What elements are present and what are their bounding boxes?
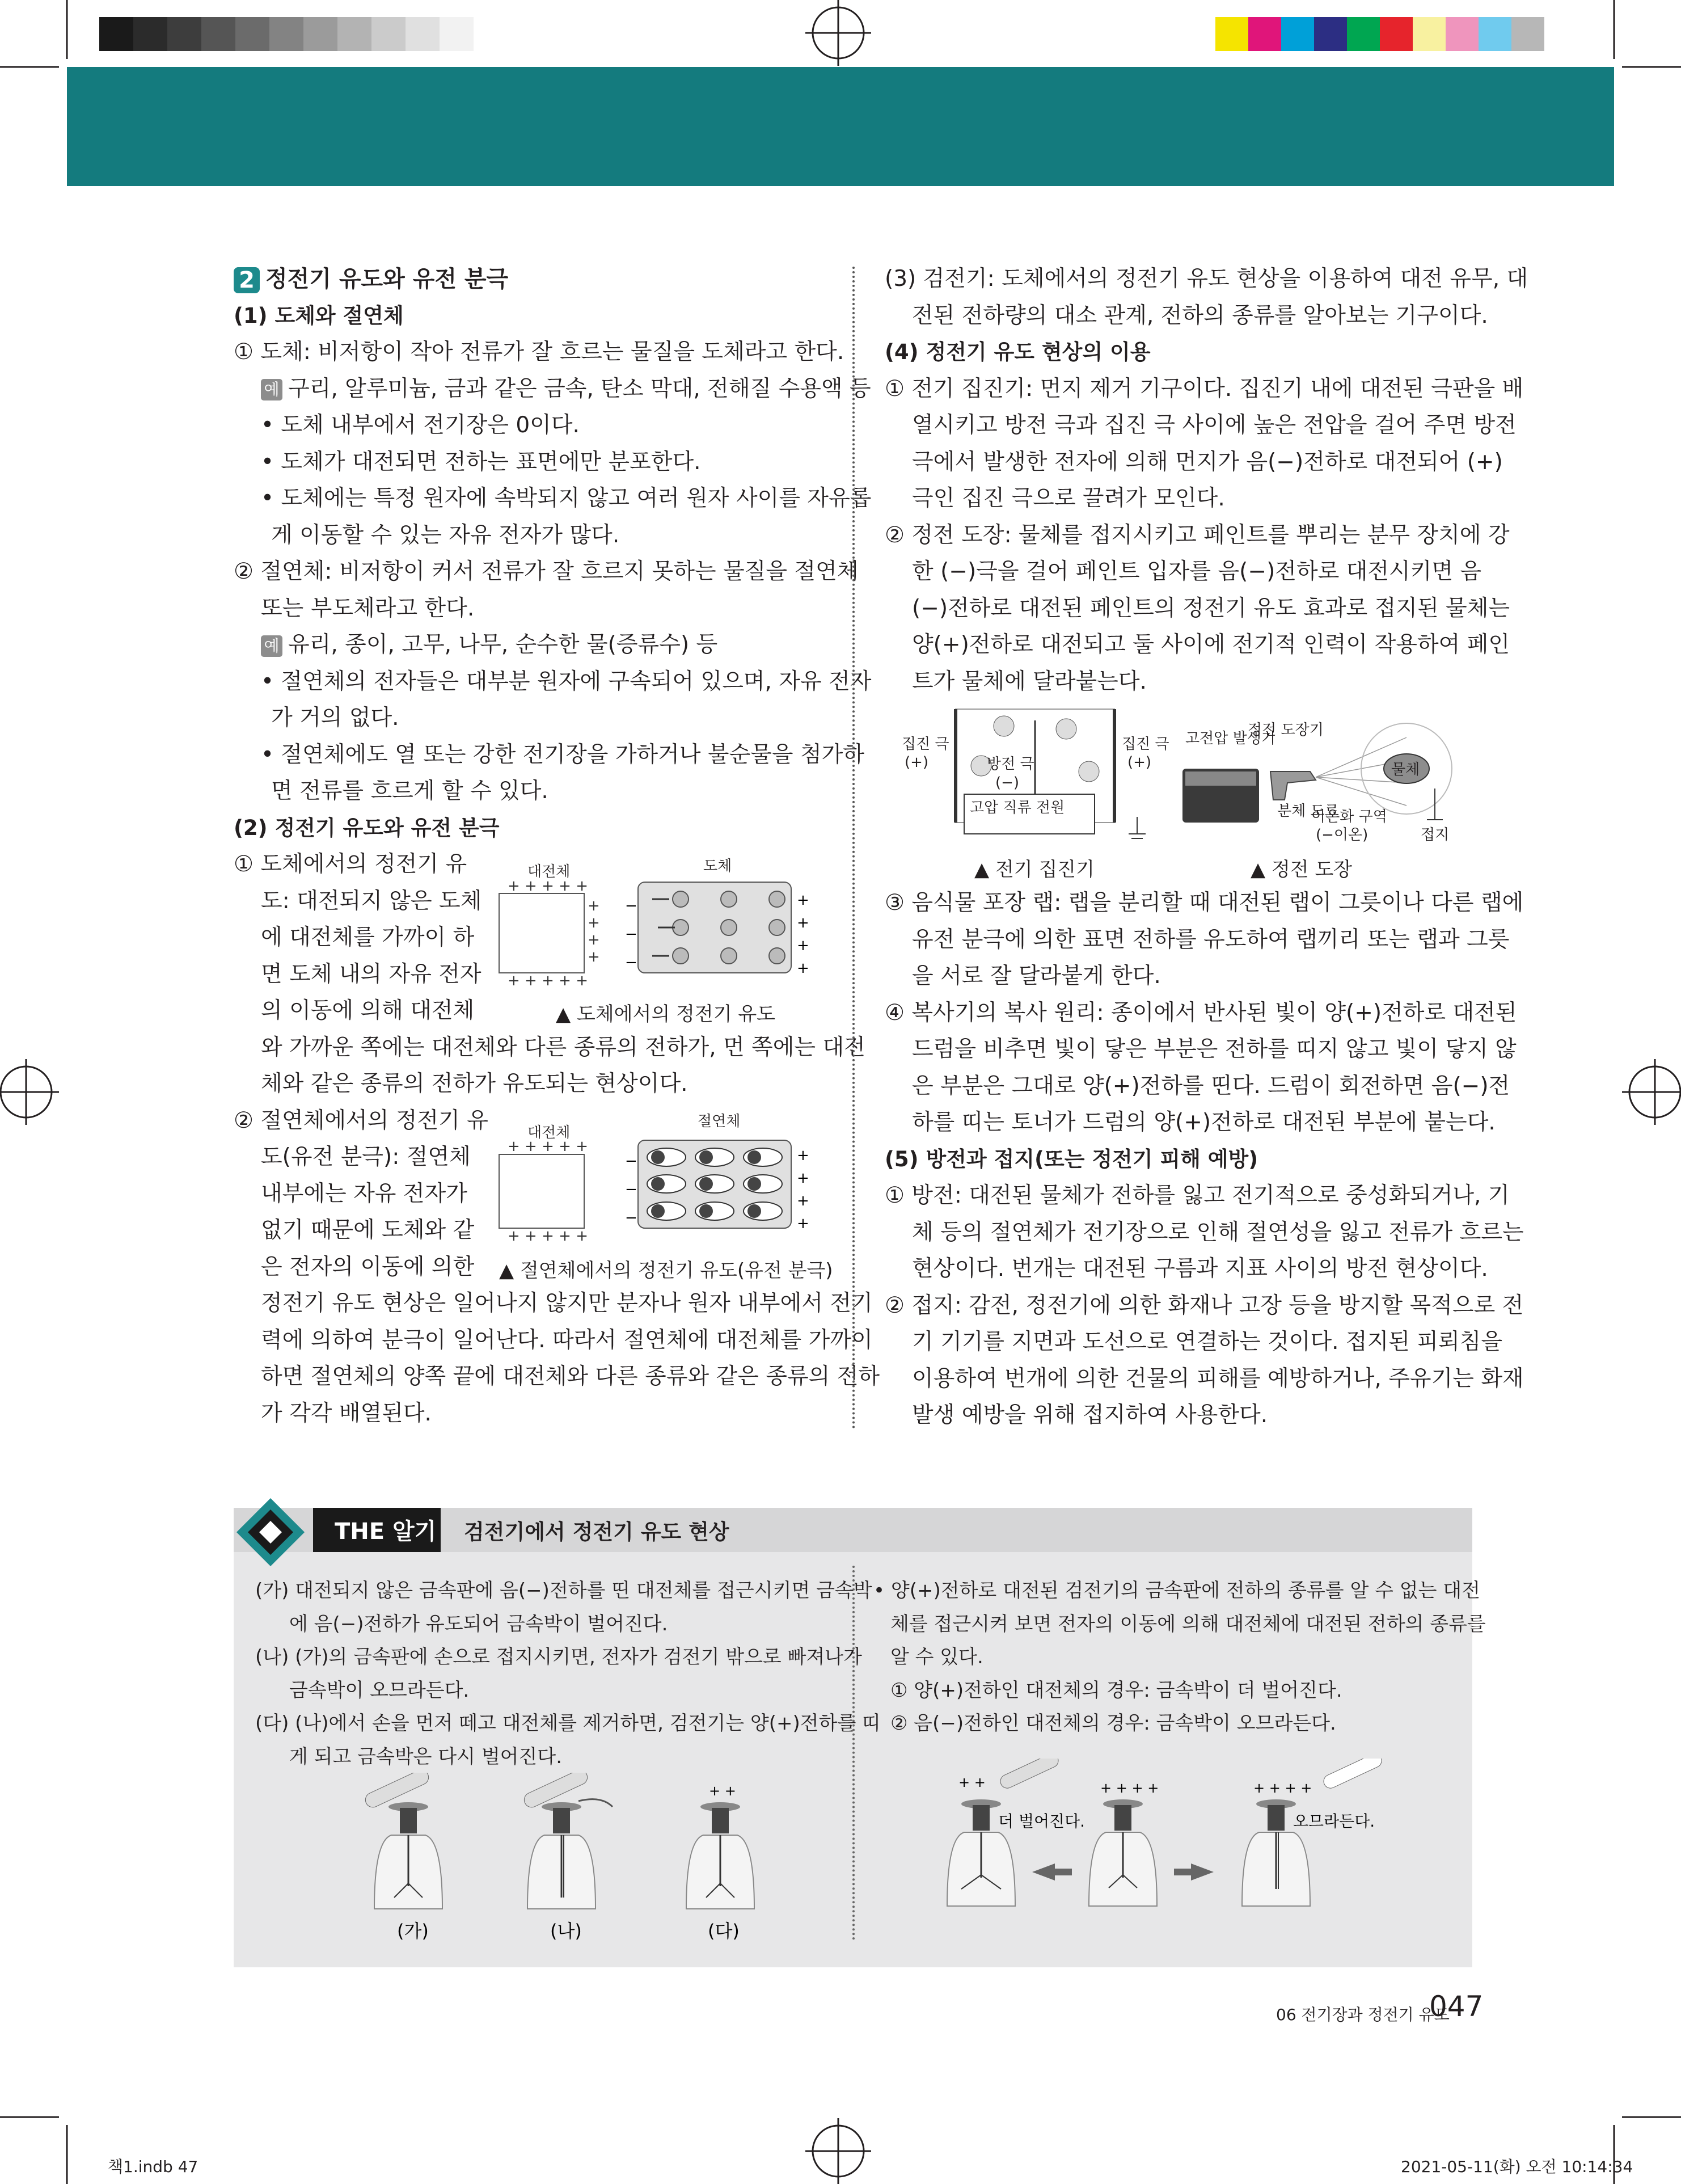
text-line: 트가 물체에 달라붙는다. xyxy=(912,668,1147,694)
svg-text:+ + + + +: + + + + + xyxy=(508,1138,588,1155)
label-sprayer: 분체 도료 xyxy=(1277,803,1339,820)
text-line: 체를 접근시켜 보면 전자의 이동에 의해 대전체에 대전된 전하의 종류를 xyxy=(890,1612,1486,1635)
text-line: 와 가까운 쪽에는 대전체와 다른 종류의 전하가, 먼 쪽에는 대전 xyxy=(261,1034,865,1060)
label-negative-ion: (−이온) xyxy=(1316,827,1369,844)
svg-text:+ +: + + xyxy=(709,1783,736,1799)
column-divider xyxy=(852,267,855,1430)
text-line: 정전기 유도 현상은 일어나지 않지만 분자나 원자 내부에서 전기 xyxy=(261,1291,873,1316)
footer-chapter: 06 전기장과 정전기 유도 xyxy=(1276,2005,1450,2024)
svg-text:+: + xyxy=(797,1147,809,1164)
text-line: (나) (가)의 금속판에 손으로 접지시키면, 전자가 검전기 밖으로 빠져나가 xyxy=(255,1646,862,1668)
svg-text:+: + xyxy=(797,892,809,909)
timestamp: 2021-05-11(화) 오전 10:14:34 xyxy=(1401,2157,1633,2176)
box-right-text xyxy=(873,1574,1486,1740)
svg-text:−: − xyxy=(625,926,637,943)
arrow-left-icon xyxy=(1032,1863,1055,1881)
text-line: • 도체가 대전되면 전하는 표면에만 분포한다. xyxy=(261,449,701,475)
text-line: ② 절연체: 비저항이 커서 전류가 잘 흐르지 못하는 물질을 절연체 xyxy=(234,559,859,584)
svg-text:+: + xyxy=(588,931,600,948)
text-line: ④ 복사기의 복사 원리: 종이에서 반사된 빛이 양(+)전하로 대전된 xyxy=(885,1000,1517,1026)
label-plus: (+) xyxy=(1127,754,1152,771)
text-line: 가 거의 없다. xyxy=(271,705,399,731)
svg-text:+ + + + +: + + + + + xyxy=(508,878,588,895)
precipitator-figure xyxy=(902,703,1174,862)
text-line: 기 기기를 지면과 도선으로 연결하는 것이다. 접지된 피뢰침을 xyxy=(912,1329,1503,1355)
header-band xyxy=(67,67,1614,186)
box-left-text xyxy=(255,1574,881,1773)
text-line: 구리, 알루미늄, 금과 같은 금속, 탄소 막대, 전해질 수용액 등 xyxy=(288,376,871,402)
text-line: • 도체 내부에서 전기장은 0이다. xyxy=(261,412,580,438)
text-line: 유전 분극에 의한 표면 전하를 유도하여 랩끼리 또는 랩과 그릇 xyxy=(912,926,1510,952)
section-number: 2 xyxy=(234,267,260,293)
svg-text:+ +: + + xyxy=(958,1774,986,1790)
text-line: 전된 전하량의 대소 관계, 전하의 종류를 알아보는 기구이다. xyxy=(912,302,1488,328)
badge-text: THE 알기 xyxy=(335,1519,437,1545)
electroscope-comparison-figure xyxy=(936,1759,1458,1929)
svg-text:+ + + + +: + + + + + xyxy=(508,972,588,989)
label-ion-zone: 이온화 구역 xyxy=(1311,808,1387,825)
text-line: • 양(+)전하로 대전된 검전기의 금속판에 전하의 종류를 알 수 없는 대전 xyxy=(873,1579,1480,1602)
text-line: (3) 검전기: 도체에서의 정전기 유도 현상을 이용하여 대전 유무, 대 xyxy=(885,266,1528,292)
text-line: 면 도체 내의 자유 전자 xyxy=(261,961,482,987)
arrow-right-icon xyxy=(1191,1863,1214,1881)
text-line: ① 도체에서의 정전기 유 xyxy=(234,851,467,877)
conductor-induction-figure xyxy=(488,854,828,996)
text-line: 극인 집진 극으로 끌려가 모인다. xyxy=(912,486,1225,511)
subheading: (2) 정전기 유도와 유전 분극 xyxy=(234,815,500,840)
svg-text:−: − xyxy=(625,897,637,914)
electroscope xyxy=(1242,1759,1384,1906)
svg-text:+: + xyxy=(797,960,809,977)
electroscope xyxy=(1089,1780,1159,1906)
text-line: 한 (−)극을 걸어 페인트 입자를 음(−)전하로 대전시키면 음 xyxy=(912,559,1482,584)
caption: ▲ 전기 집진기 xyxy=(974,858,1095,881)
text-line: 의 이동에 의해 대전체 xyxy=(261,998,475,1023)
electroscope xyxy=(522,1773,613,1909)
svg-text:+: + xyxy=(797,1215,809,1232)
label-generator-text: 고전압 발생기 xyxy=(1185,730,1275,747)
label-minus: (−) xyxy=(995,774,1020,791)
svg-text:−: − xyxy=(625,1209,637,1226)
text-line: 은 부분은 그대로 양(+)전하를 띤다. 드럼이 회전하면 음(−)전 xyxy=(912,1073,1510,1099)
electroscope xyxy=(686,1783,754,1909)
text-line: 드럼을 비추면 빛이 닿은 부분은 전하를 띠지 않고 빛이 닿지 않 xyxy=(912,1036,1517,1062)
text-line: 이용하여 번개에 의한 건물의 피해를 예방하거나, 주유기는 화재 xyxy=(912,1365,1524,1392)
figure-label: (나) xyxy=(550,1920,582,1942)
close-label: 오므라든다. xyxy=(1293,1812,1375,1831)
file-info: 책1.indb 47 xyxy=(108,2157,198,2176)
text-line: ② 정전 도장: 물체를 접지시키고 페인트를 뿌리는 분무 장치에 강 xyxy=(885,522,1510,548)
text-line: (가) 대전되지 않은 금속판에 음(−)전하를 띤 대전체를 접근시키면 금속박 xyxy=(255,1579,872,1602)
text-line: 면 전류를 흐르게 할 수 있다. xyxy=(271,778,548,804)
caption: ▲ 정전 도장 xyxy=(1251,858,1353,881)
figure-label: (가) xyxy=(397,1920,429,1942)
svg-text:+: + xyxy=(588,897,600,914)
svg-text:+: + xyxy=(588,914,600,931)
svg-text:+: + xyxy=(588,948,600,965)
text-line: 은 전자의 이동에 의한 xyxy=(261,1254,475,1280)
label-conductor: 도체 xyxy=(703,858,732,875)
label-insulator: 절연체 xyxy=(698,1113,741,1130)
text-line: ③ 음식물 포장 랩: 랩을 분리할 때 대전된 랩이 그릇이나 다른 랩에 xyxy=(885,890,1524,916)
text-line: 발생 예방을 위해 접지하여 사용한다. xyxy=(912,1402,1268,1428)
right-column-bottom xyxy=(885,885,1524,1434)
label-discharge: 방전 극 xyxy=(987,756,1034,773)
text-line: 체와 같은 종류의 전하가 유도되는 현상이다. xyxy=(261,1071,688,1097)
text-line: 력에 의하여 분극이 일어난다. 따라서 절연체에 대전체를 가까이 xyxy=(261,1327,873,1353)
label-hv-source: 고압 직류 전원 xyxy=(970,799,1065,816)
text-line: ① 도체: 비저항이 작아 전류가 잘 흐르는 물질을 도체라고 한다. xyxy=(234,339,844,365)
label-ground: 접지 xyxy=(1421,827,1450,844)
electroscope-sequence-figure xyxy=(329,1773,828,1943)
svg-text:−: − xyxy=(625,954,637,971)
example-tag: 예 xyxy=(261,635,282,657)
subheading: (4) 정전기 유도 현상의 이용 xyxy=(885,340,1151,364)
text-line: 체 등의 절연체가 전기장으로 인해 절연성을 잃고 전류가 흐르는 xyxy=(912,1219,1524,1245)
text-line: ② 음(−)전하인 대전체의 경우: 금속박이 오므라든다. xyxy=(890,1712,1336,1735)
label-charged-body: 대전체 xyxy=(527,1124,571,1141)
text-line: (다) (나)에서 손을 먼저 떼고 대전체를 제거하면, 검전기는 양(+)전하를 띠 xyxy=(255,1712,881,1735)
text-line: 내부에는 자유 전자가 xyxy=(261,1180,467,1207)
text-line: 게 되고 금속박은 다시 벌어진다. xyxy=(289,1745,563,1768)
text-line: 열시키고 방전 극과 집진 극 사이에 높은 전압을 걸어 주면 방전 xyxy=(912,412,1517,438)
svg-text:−: − xyxy=(625,1181,637,1198)
text-line: 하를 띠는 토너가 드럼의 양(+)전하로 대전된 부분에 붙는다. xyxy=(912,1110,1496,1135)
label-gun: 정전 도장기 xyxy=(1248,722,1324,739)
svg-text:+: + xyxy=(797,1192,809,1209)
text-line: 하면 절연체의 양쪽 끝에 대전체와 다른 종류와 같은 종류의 전하 xyxy=(261,1364,880,1389)
text-line: 알 수 있다. xyxy=(890,1646,983,1668)
right-column-top xyxy=(885,261,1528,700)
text-line: • 도체에는 특정 원자에 속박되지 않고 여러 원자 사이를 자유롭 xyxy=(261,486,872,511)
text-line: • 절연체의 전자들은 대부분 원자에 구속되어 있으며, 자유 전자 xyxy=(261,668,872,694)
electroscope xyxy=(363,1773,442,1909)
svg-text:+: + xyxy=(797,937,809,954)
text-line: 극에서 발생한 전자에 의해 먼지가 음(−)전하로 대전되어 (+) xyxy=(912,449,1503,475)
text-line: 도(유전 분극): 절연체 xyxy=(261,1144,471,1170)
label-object: 물체 xyxy=(1391,761,1420,778)
text-line: 을 서로 잘 달라붙게 한다. xyxy=(912,963,1161,989)
electroscope xyxy=(947,1759,1061,1906)
subheading: (1) 도체와 절연체 xyxy=(234,303,404,328)
insulator-polarization-figure xyxy=(488,1109,828,1251)
subheading: (5) 방전과 접지(또는 정전기 피해 예방) xyxy=(885,1146,1258,1171)
painting-figure xyxy=(1180,703,1463,862)
section-heading xyxy=(234,261,880,298)
label-plus: (+) xyxy=(905,754,929,771)
svg-text:+: + xyxy=(797,914,809,931)
svg-text:+ + + + +: + + + + + xyxy=(508,1228,588,1245)
caption: ▲ 절연체에서의 정전기 유도(유전 분극) xyxy=(499,1259,833,1282)
label-charged-body: 대전체 xyxy=(527,863,571,880)
text-line: 또는 부도체라고 한다. xyxy=(261,595,475,621)
label-collector-left: 집진 극 xyxy=(902,736,949,753)
text-line: 에 음(−)전하가 유도되어 금속박이 벌어진다. xyxy=(289,1612,668,1635)
text-line: ① 전기 집진기: 먼지 제거 기구이다. 집진기 내에 대전된 극판을 배 xyxy=(885,376,1524,402)
text-line: ① 양(+)전하인 대전체의 경우: 금속박이 더 벌어진다. xyxy=(890,1679,1342,1702)
text-line: 양(+)전하로 대전되고 둘 사이에 전기적 인력이 작용하여 페인 xyxy=(912,632,1510,657)
text-line: 가 각각 배열된다. xyxy=(261,1400,432,1426)
svg-text:+: + xyxy=(797,1170,809,1187)
caption: ▲ 도체에서의 정전기 유도 xyxy=(556,1003,776,1026)
text-line: 금속박이 오므라든다. xyxy=(289,1679,470,1702)
svg-text:+ + + +: + + + + xyxy=(1100,1780,1159,1796)
example-tag: 예 xyxy=(261,379,282,400)
text-line: 도: 대전되지 않은 도체 xyxy=(261,888,482,914)
text-line: 게 이동할 수 있는 자유 전자가 많다. xyxy=(271,522,620,548)
text-line: 유리, 종이, 고무, 나무, 순수한 물(증류수) 등 xyxy=(288,632,718,657)
text-line: ② 절연체에서의 정전기 유 xyxy=(234,1107,488,1133)
text-line: 없기 때문에 도체와 같 xyxy=(261,1217,475,1243)
section-title: 정전기 유도와 유전 분극 xyxy=(265,266,509,292)
label-collector-right: 집진 극 xyxy=(1122,736,1169,753)
text-line: 현상이다. 번개는 대전된 구름과 지표 사이의 방전 현상이다. xyxy=(912,1256,1488,1281)
text-line: 에 대전체를 가까이 하 xyxy=(261,925,475,950)
text-line: ① 방전: 대전된 물체가 전하를 잃고 전기적으로 중성화되거나, 기 xyxy=(885,1183,1510,1208)
text-line: (−)전하로 대전된 페인트의 정전기 유도 효과로 접지된 물체는 xyxy=(912,595,1510,621)
text-line: ② 접지: 감전, 정전기에 의한 화재나 고장 등을 방지할 목적으로 전 xyxy=(885,1292,1524,1318)
page-number: 047 xyxy=(1429,1990,1484,2023)
figure-label: (다) xyxy=(708,1920,740,1942)
text-line: • 절연체에도 열 또는 강한 전기장을 가하거나 불순물을 첨가하 xyxy=(261,741,865,768)
svg-text:−: − xyxy=(625,1153,637,1170)
label-generator xyxy=(1185,730,1275,747)
box-title: 검전기에서 정전기 유도 현상 xyxy=(464,1520,729,1544)
svg-text:+ + + +: + + + + xyxy=(1253,1780,1312,1796)
spread-label: 더 벌어진다. xyxy=(998,1812,1086,1831)
